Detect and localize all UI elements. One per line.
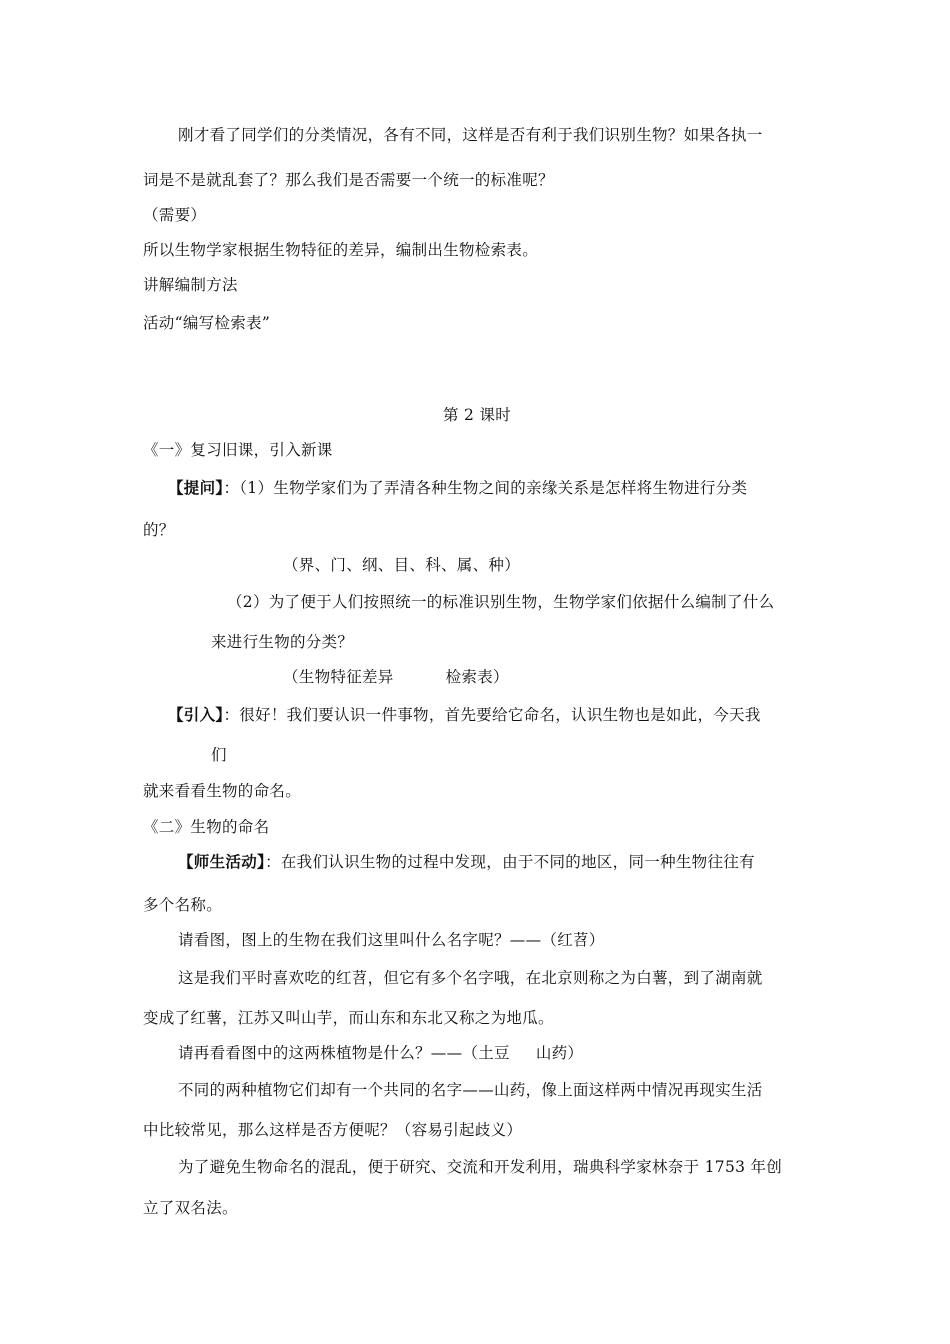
paragraph-line: 立了双名法。 — [143, 1199, 238, 1217]
paragraph-line: 讲解编制方法 — [143, 276, 238, 294]
paragraph-line — [178, 1043, 583, 1063]
answer-part: （生物特征差异 — [283, 668, 394, 686]
paragraph-line: 请看图，图上的生物在我们这里叫什么名字呢？——（红苕） — [178, 931, 605, 949]
intro-text: ：很好！我们要认识一件事物，首先要给它命名，认识生物也是如此，今天我 — [223, 706, 761, 724]
paragraph-part: 请再看看图中的这两株植物是什么？——（土豆 — [178, 1044, 510, 1062]
question-line: 的？ — [143, 521, 175, 539]
question-tag: 【提问】 — [168, 478, 224, 497]
answer-line: （需要） — [143, 206, 207, 224]
paragraph-line: 词是不是就乱套了？那么我们是否需要一个统一的标准呢？ — [143, 171, 554, 189]
paragraph-line: 活动“编写检索表” — [143, 314, 271, 332]
paragraph-line: 中比较常见，那么这样是否方便呢？（容易引起歧义） — [143, 1121, 523, 1139]
intro-line: 就来看看生物的命名。 — [143, 782, 302, 800]
paragraph-line: 所以生物学家根据生物特征的差异，编制出生物检索表。 — [143, 241, 539, 259]
paragraph-line: 变成了红薯，江苏又叫山芋，而山东和东北又称之为地瓜。 — [143, 1009, 554, 1027]
activity-line: 多个名称。 — [143, 896, 223, 914]
answer-line — [283, 667, 509, 687]
paragraph-line: 这是我们平时喜欢吃的红苕，但它有多个名字哦，在北京则称之为白薯，到了湖南就 — [178, 969, 763, 987]
lesson-title: 第 2 课时 — [443, 406, 512, 424]
intro-line — [168, 705, 761, 725]
paragraph-line: 刚才看了同学们的分类情况，各有不同，这样是否有利于我们识别生物？如果各执一 — [178, 126, 763, 144]
activity-tag: 【师生活动】 — [178, 852, 266, 871]
question-line — [168, 478, 747, 498]
question-text: ：（1）生物学家们为了弄清各种生物之间的亲缘关系是怎样将生物进行分类 — [223, 479, 748, 497]
intro-tag: 【引入】 — [168, 705, 224, 724]
paragraph-line: 不同的两种植物它们却有一个共同的名字——山药，像上面这样两中情况再现实生活 — [178, 1081, 763, 1099]
section-title: 《一》复习旧课，引入新课 — [143, 441, 333, 459]
paragraph-line: 为了避免生物命名的混乱，便于研究、交流和开发利用，瑞典科学家林奈于 1753 年创 — [178, 1158, 783, 1176]
answer-part: 检索表） — [445, 668, 509, 686]
activity-line — [178, 852, 755, 872]
section-title: 《二》生物的命名 — [143, 818, 270, 836]
answer-line: （界、门、纲、目、科、属、种） — [283, 556, 521, 574]
intro-line: 们 — [211, 746, 227, 764]
paragraph-part: 山药） — [535, 1044, 584, 1062]
question-line: （2）为了便于人们按照统一的标准识别生物，生物学家们依据什么编制了什么 — [227, 593, 775, 611]
activity-text: ：在我们认识生物的过程中发现，由于不同的地区，同一种生物往往有 — [265, 853, 755, 871]
question-line: 来进行生物的分类？ — [211, 633, 354, 651]
